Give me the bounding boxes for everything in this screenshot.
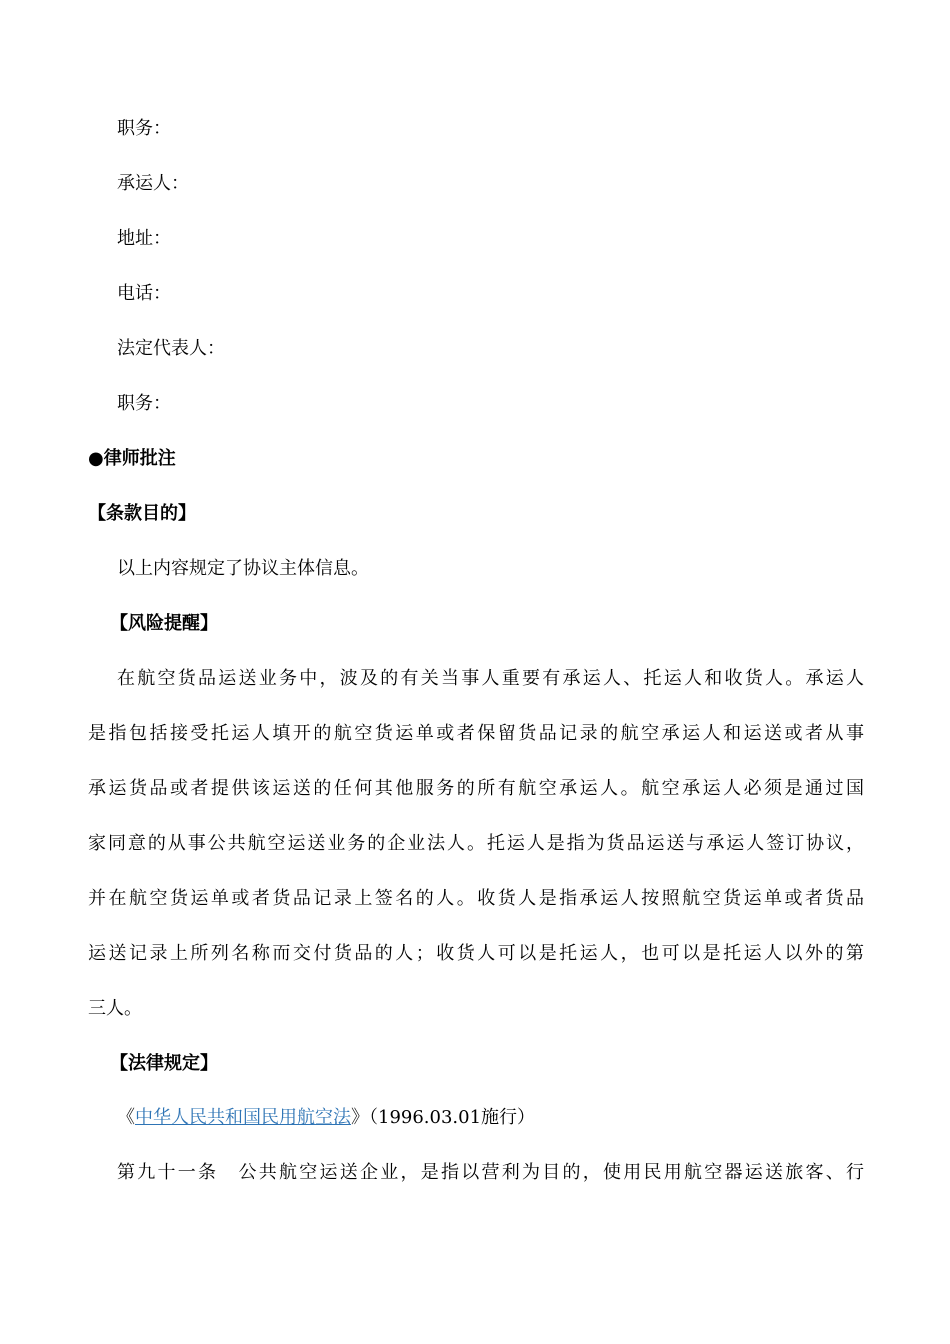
risk-paragraph-line: 承运货品或者提供该运送的任何其他服务的所有航空承运人。航空承运人必须是通过国 <box>88 778 864 799</box>
legal-representative-field: 法定代表人： <box>117 338 225 359</box>
law-name-link[interactable]: 中华人民共和国民用航空法 <box>135 1107 351 1128</box>
carrier-position-field: 职务： <box>117 393 171 414</box>
law-date: 》（1996.03.01施行） <box>351 1107 536 1128</box>
address-field: 地址： <box>117 228 171 249</box>
risk-paragraph-line: 三人。 <box>88 998 142 1019</box>
annotation-heading: ●律师批注 <box>88 448 176 469</box>
phone-field: 电话： <box>117 283 171 304</box>
law-reference <box>117 1106 864 1130</box>
purpose-text: 以上内容规定了协议主体信息。 <box>117 558 369 579</box>
position-field: 职务： <box>117 118 171 139</box>
carrier-field: 承运人： <box>117 173 189 194</box>
risk-paragraph-line: 运送记录上所列名称而交付货品的人；收货人可以是托运人，也可以是托运人以外的第 <box>88 943 864 964</box>
risk-heading: 【风险提醒】 <box>110 613 218 634</box>
article-text: 第九十一条 公共航空运送企业，是指以营利为目的，使用民用航空器运送旅客、行 <box>117 1162 864 1183</box>
risk-paragraph-line: 家同意的从事公共航空运送业务的企业法人。托运人是指为货品运送与承运人签订协议， <box>88 833 864 854</box>
risk-paragraph-line: 并在航空货运单或者货品记录上签名的人。收货人是指承运人按照航空货运单或者货品 <box>88 888 864 909</box>
risk-paragraph-line: 在航空货品运送业务中，波及的有关当事人重要有承运人、托运人和收货人。承运人 <box>117 668 864 689</box>
purpose-heading: 【条款目的】 <box>88 503 196 524</box>
law-heading: 【法律规定】 <box>110 1053 218 1074</box>
risk-paragraph-line: 是指包括接受托运人填开的航空货运单或者保留货品记录的航空承运人和运送或者从事 <box>88 723 864 744</box>
law-open-bracket: 《 <box>117 1107 135 1128</box>
